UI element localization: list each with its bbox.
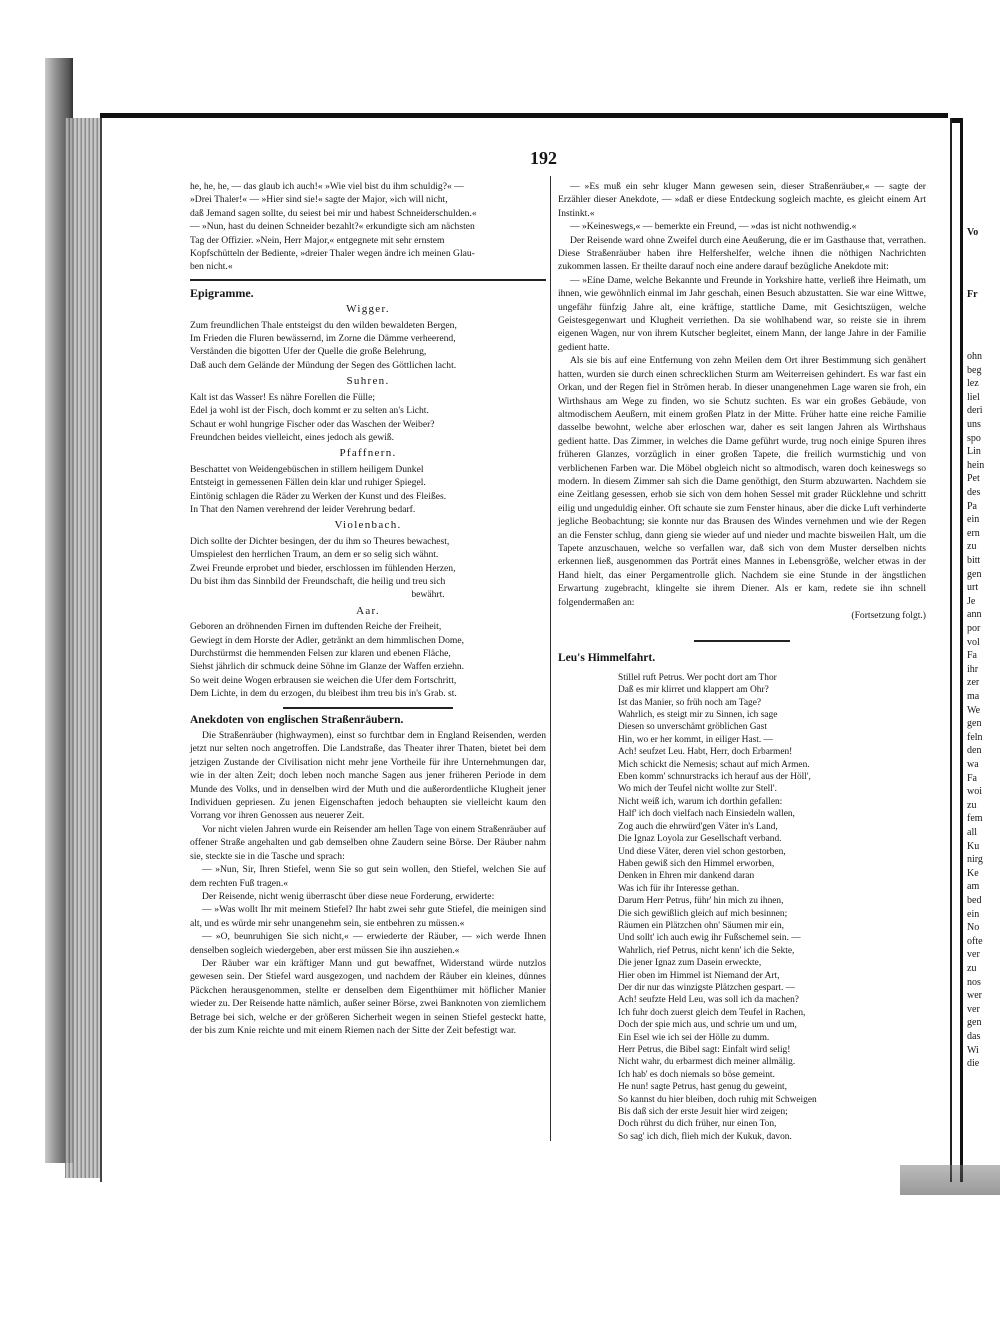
poem-line: Der dir nur das winzigste Plätzchen gespart. — [618,982,796,993]
fragment-text: Pet [967,473,980,485]
fragment-text: lez [967,378,979,390]
fragment-text: Lin [967,446,981,458]
poem-line: Schaut er wohl hungrige Fischer oder das Waschen der Weiber? [190,418,435,430]
poem-line: Räumen ein Plätzchen ohn' Säumen mir ein, [618,920,784,931]
fragment-text: gen [967,1017,982,1029]
fragment-text: ma [967,691,980,702]
paragraph: — »Es muß ein sehr kluger Mann gewesen sein, dieser Straßenräuber,« — sagte der Erzähler dieser Anekdote, — »daß er diese Entdeckung sogleich machte, es gleicht einem Art Instinkt.« [558,181,926,219]
fragment-text: Fr [967,289,978,300]
poem-line: Zog auch die ehrwürd'gen Väter in's Land, [618,821,778,832]
fragment-text: Ku [967,840,980,852]
fragment-text: ein [967,514,980,526]
paragraph: — »Was wollt Ihr mit meinem Stiefel? Ihr habt zwei sehr gute Stiefel, die meinigen sind alt, und es würde mir sehr unangenehm sein, sie entbehren zu müssen.« [190,904,546,929]
poem-line: So weit deine Wogen erbrausen sie weichen die Ufer dem Fortschritt, [190,674,457,686]
poem-line: Doch rührst du dich früher, nur einen Ton, [618,1119,777,1130]
fragment-text: ohn [967,351,982,362]
fragment-text: nirg [967,854,983,866]
fragment-text: Je [967,595,976,607]
poem-line: Beschattet von Weidengebüschen in stillem heiligem Dunkel [190,463,424,475]
poem-line: Ich hab' es doch niemals so böse gemeint. [618,1069,775,1080]
fragment-text: spo [967,432,981,444]
fragment-text: vol [967,636,980,648]
right-paragraphs [558,180,926,609]
fragment-text: all [967,827,977,838]
poem-title: Aar. [356,604,380,617]
poem-line: Hier oben im Himmel ist Niemand der Art, [618,970,780,981]
fragment-text: am [967,881,980,893]
poem-line: Eben komm' schnurstracks ich herauf aus der Höll', [618,772,811,783]
poem-line: Zum freundlichen Thale entsteigst du den wilden bewaldeten Bergen, [190,319,457,331]
fragment-text: por [967,623,981,634]
paragraph: — »O, beunruhigen Sie sich nicht,« — erwiederte der Räuber, — »ich werde Ihnen denselben sogleich wiedergeben, aber erst müssen Sie ihn ausziehen.« [190,931,546,956]
poem-line: Umspielest den herrlichen Traum, an dem er so selig sich wähnt. [190,549,439,561]
text-line: he, he, he, — das glaub ich auch!« »Wie viel bist du ihm schuldig?« — [190,181,464,192]
fragment-text: fem [967,813,983,825]
fragment-text: ofte [967,935,983,947]
poem-line: Gewiegt in dem Horste der Adler, getränkt an dem himmlischen Dome, [190,634,465,646]
fragment-text: No [967,922,980,934]
poem-line: Und diese Väter, deren viel schon gestorben, [618,846,786,857]
facing-page-edge [960,118,1000,1182]
poem-title: Pfaffnern. [339,447,397,460]
poem-line: Zwei Freunde erprobet und bieder, erschlossen im fühlenden Herzen, [190,562,456,574]
fragment-text: das [967,1031,981,1042]
divider [694,640,790,642]
poem-line: Dem Lichte, in dem du erzogen, du bleibest ihm treu bis in's Grab. st. [190,688,457,700]
paragraph: Der Räuber war ein kräftiger Mann und gut bewaffnet, Widerstand würde nutzlos gewesen sein. Der Stiefel ward ausgezogen, und nachdem der Räuber ein kleines, dünnes Päckchen herausgenommen, stellte er denselben dem Eigenthümer mit höflicher Manier wieder zu. Der Reisende hatte nämlich, außer seiner Börse, zwei Banknoten von ziemlichem Betrage bei sich, welche er der größeren Sicherheit wegen in seinen Stiefel gesteckt hatte, der bis zum Knie reichte und mit einem Riemen nach der Sitte der Zeit befestigt war. [190,957,546,1036]
paragraph: Die Straßenräuber (highwaymen), einst so furchtbar dem in England Reisenden, werden jetzt nur selten noch angetroffen. Die Landstraße, das Theater ihrer Thaten, bietet bei dem jetzigen Zustande der Civilisation nicht mehr jene Vortheile für ihre Unternehmungen dar, wie in der alten Zeit; doch leben noch manche Sagen aus jener früheren Periode in dem Munde des Volks, und in denselben wird der Muth und die außerordentliche Klugheit jener Individuen gepriesen. Zu jenen Eigenschaften jedoch behaupten sie vielleicht kaum den Vorrang vor ihren Genossen aus neuerer Zeit. [190,730,546,822]
fragment-text: bitt [967,555,981,566]
fragment-text: Ke [967,867,979,879]
anecdote-title: Anekdoten von englischen Straßenräubern. [190,713,404,726]
poem-line: bewährt. [411,589,445,601]
poem-line: Dich sollte der Dichter besingen, der du ihm so Theures bewachest, [190,535,450,547]
poem-title: Leu's Himmelfahrt. [558,652,656,665]
poem-line: Was ich für ihr Interesse gethan. [618,883,740,894]
poem-line: Geboren an dröhnenden Firnen im duftenden Reiche der Freiheit, [190,621,442,633]
fragment-text: die [967,1058,980,1070]
poem-line: Wo mich der Teufel nicht wollte zur Stell'. [618,784,777,795]
fragment-text: woi [967,786,982,798]
poem-line: Entsteigt in gemessenen Fällen dein klar und ruhiger Spiegel. [190,477,426,489]
poem-line: Die sich gewißlich gleich auf mich besinnen; [618,908,788,919]
paragraph: — »Nun, Sir, Ihren Stiefel, wenn Sie so gut sein wollen, den Stiefel, welchen Sie auf dem rechten Fuß tragen.« [190,864,546,889]
poem-line: So kannst du hier bleiben, doch ruhig mit Schweigen [618,1094,817,1105]
poem-title: Wigger. [346,303,390,316]
fragment-text: ver [967,949,980,961]
poem-line: Daß es mir klirret und klappert am Ohr? [618,685,769,696]
paragraph: Als sie bis auf eine Entfernung von zehn Meilen dem Ort ihrer Bestimmung sich genähert hatten, wurden sie durch einen schrecklichen Sturm am Weiterreisen gehindert. Es war fast ein Orkan, und der Regen fiel in Strömen herab. In dieser unangenehmen Lage waren sie froh, ein Wirthshaus am Wege zu finden, wo sie Schutz suchten. Es war ein großes Gebäude, von altmodischem Aeußern, mit einem großen Platz in der Mitte. Früher hatte eine reiche Familie dasselbe bewohnt, welche aber erloschen war, daher es seit langen Jahren als Wirthshaus gedient hatte. Das Zimmer, in welches die Dame geführt wurde, trug noch einige Spuren ihres früheren Glanzes, vorzüglich in einer großen Tapete, die freilich wurmstichig und von verblichenen Farben war. Die Möbel obgleich nicht so altmodisch, waren doch keineswegs so modern. In diesem Zimmer sah sich die Dame genöthigt, den Sturm abzuwarten. Nachdem sie eine Zeitlang gesessen, erhob sie sich von dem hohen Sessel mit grader Rücklehne und schritt eilig und ungeduldig einher. Oft schaute sie zum Fenster hinaus, aber die dicke Luft verhinderte jegliche Beobachtung; sie konnte nur das Brausen des Windes vernehmen und wie der Regen an die Fenster schlug, dann gieng sie wieder auf und nieder und machte bisweilen Halt, um die Tapete anzuschauen, welche so verfallen war, daß sich von dem Muster derselben nichts erkennen ließ, ausgenommen das Porträt eines Mannes in Lebensgröße, welcher etwas in der Hand hielt, das einer Pergamentrolle glich. Nachdem sie eine Stunde in der ängstlichen Erwartung zugebracht, klingelte sie ihrem Diener. Als er kam, redete sie ihn schnell folgendermaßen an: [558,355,926,608]
text-line: »Drei Thaler!« — »Hier sind sie!« sagte der Major, »ich will nicht, [190,194,448,206]
fragment-text: ein [967,908,980,920]
fragment-text: zu [967,963,977,974]
fragment-text: Vo [967,227,979,238]
continuation-note: (Fortsetzung folgt.) [851,610,926,621]
poem-line: Bis daß sich der erste Jesuit hier wird zeigen; [618,1107,788,1118]
poem-line: Herr Petrus, die Bibel sagt: Einfalt wird selig! [618,1045,791,1055]
fragment-text: feln [967,731,983,743]
poem-line: Doch der spie mich aus, und schrie um und um, [618,1020,797,1031]
poem-line: Siehst jährlich dir schmuck deine Söhne im Glanze der Waffen erziehn. [190,661,465,673]
fragment-text: zer [967,677,980,689]
paragraph: — »Keineswegs,« — bemerkte ein Freund, — »das ist nicht nothwendig.« [570,221,857,233]
poem-line: Ein Esel wie ich sei der Hölle zu dumm. [618,1032,770,1043]
fragment-text: nos [967,976,981,988]
poem-line: Die Ignaz Loyola zur Gesellschaft verband. [618,834,782,845]
poem-line: Darum Herr Petrus, führ' hin mich zu ihnen, [618,896,784,907]
poem-line: Verständen die bigotten Ufer der Quelle die große Belehrung, [190,346,427,358]
poem-line: Du bist ihm das Sinnbild der Freundschaft, die heilig und treu sich [190,575,446,587]
fragment-text: bed [967,895,982,906]
fragment-text: liel [967,391,980,403]
fragment-text: ern [967,527,980,539]
fragment-text: ihr [967,663,979,675]
fragment-text: ann [967,609,982,621]
poem-line: Ich fuhr doch zuerst gleich dem Teufel in Rachen, [618,1007,806,1018]
fragment-text: deri [967,405,983,417]
fragment-text: urt [967,582,979,594]
anecdote-body [190,729,546,1037]
poem-line: Edel ja wohl ist der Fisch, doch kommt er zu selten an's Licht. [190,405,429,417]
poem-line: Half' ich doch vielfach nach Einsiedeln wallen, [618,809,795,820]
fragment-text: wa [967,759,979,770]
fragment-text: gen [967,568,982,580]
left-column [190,180,546,1037]
poem-line: Diesen so unverschämt gröblichen Gast [618,722,767,733]
poem-line: Stillel ruft Petrus. Wer pocht dort am Thor [618,672,777,683]
page-number: 192 [530,148,557,168]
fragment-text: beg [967,364,982,376]
fragment-text: zu [967,799,977,811]
poem-line: Nicht wahr, du erbarmest dich meiner allmälig. [618,1057,796,1068]
poem-line: Kalt ist das Wasser! Es nähre Forellen die Fülle; [190,391,376,403]
poem-line: Ist das Manier, so früh noch am Tage? [618,697,762,708]
fragment-text: gen [967,718,982,730]
paragraph: — »Eine Dame, welche Bekannte und Freunde in Yorkshire hatte, verließ ihre Heimath, um ihnen, wie gewöhnlich einmal im Jahr geschah, einen Besuch abzustatten. Sie war eine Wittwe, ungefähr fünfzig Jahre alt, eine kräftige, stattliche Dame, mit Gesichtszügen, welche Geistesgegenwart und Klugheit verriethen. Da sie wohlhabend war, so reiste sie in ihrem eigenen Wagen, nur von ihrem Kutscher begleitet, einem Mann, der lange Jahre in der Familie gedient hatte. [558,274,926,353]
poem-line: Daß auch dem Gelände der Mündung der Segen des Göttlichen lacht. [190,359,457,371]
poem-line: In That den Namen verehrend der leider Verehrung bedarf. [190,503,416,515]
divider [283,707,453,709]
poem-line: Die jener Ignaz zum Dasein erweckte, [618,958,762,969]
poem-line: Durchstürmst die hemmenden Felsen zur klaren und ebenen Fläche, [190,648,451,659]
fragment-text: hein [967,459,985,471]
epigramme-title: Epigramme. [190,285,254,300]
poem-line: Wahrlich, rief Petrus, nicht kenn' ich die Sekte, [618,945,795,956]
poem-line: Hin, wo er her kommt, in eiliger Hast. — [618,734,773,745]
text-line: Kopfschütteln der Bediente, »dreier Thaler wegen ändre ich meinen Glau- [190,248,475,260]
poem-line: Im Frieden die Fluren bewässernd, im Zorne die Dämme verheerend, [190,333,456,345]
fragment-text: ver [967,1003,980,1015]
text-line: ben nicht.« [190,261,233,273]
fragment-text: uns [967,419,981,430]
fragment-text: wer [967,990,982,1002]
poem-line: He nun! sagte Petrus, hast genug du geweint, [618,1082,787,1093]
text-line: Tag der Offizier. »Nein, Herr Major,« entgegnete mit sehr ernstem [190,234,445,246]
poem-line: Und sollt' ich auch ewig ihr Fußschemel sein. — [618,933,801,944]
poem-line: Haben gewiß sich den Himmel erworben, [618,858,775,869]
fragment-text: Fa [967,772,977,784]
epigram-poems [190,303,546,700]
poem-body [558,672,926,1143]
column-divider [550,176,551,1141]
fragment-text: Wi [967,1044,979,1056]
fragment-text: des [967,487,981,498]
paragraph: Der Reisende ward ohne Zweifel durch eine Aeußerung, die er im Gasthause that, verrathen. Diese Straßenräuber haben ihre Helfershelfer, welche ihnen die nöthigen Nachrichten zukommen lassen. Er theilte darauf noch eine andere darauf bezügliche Anekdote mit: [558,234,926,273]
intro-text [190,180,546,274]
right-column [558,180,926,1143]
fragment-text: Fa [967,650,977,662]
paragraph: Der Reisende, nicht wenig überrascht über diese neue Forderung, erwiderte: [202,890,495,902]
fragment-text: We [967,704,981,716]
poem-line: Ach! seufzte Held Leu, was soll ich da machen? [618,995,799,1006]
divider [190,279,546,281]
poem-line: Mich schickt die Nemesis; schaut auf mich Armen. [618,759,810,770]
scan-shadow-bottom [900,1165,1000,1195]
poem-line: Nicht weiß ich, warum ich dorthin gefallen: [618,796,783,807]
poem-line: Ach! seufzet Leu. Habt, Herr, doch Erbarmen! [618,747,793,758]
text-line: — »Nun, hast du deinen Schneider bezahlt?« erkundigte sich am nächsten [190,221,475,233]
poem-line: Wahrlich, es steigt mir zu Sinnen, ich sage [618,710,778,721]
paragraph: Vor nicht vielen Jahren wurde ein Reisender am hellen Tage von einem Straßenräuber auf offener Straße angehalten und gab demselben ohne Zaudern seine Börse. Der Räuber nahm sie, steckte sie in die Tasche und sprach: [190,823,546,862]
poem-line: Denken in Ehren mir dankend daran [618,871,755,882]
poem-line: So sag' ich dich, flieh mich der Kukuk, davon. [618,1131,792,1142]
poem-title: Suhren. [346,375,390,388]
fragment-text: zu [967,541,977,553]
poem-title: Violenbach. [334,519,402,532]
text-line: daß Jemand sagen sollte, du seiest bei mir und habest Schneiderschulden.« [190,207,477,219]
poem-line: Eintönig schlagen die Räder zu Werken der Kunst und des Fleißes. [190,490,447,502]
fragment-text: den [967,745,982,757]
poem-line: Freundchen beides vielleicht, eines jedoch als gewiß. [190,431,395,443]
fragment-text: Pa [967,500,977,512]
